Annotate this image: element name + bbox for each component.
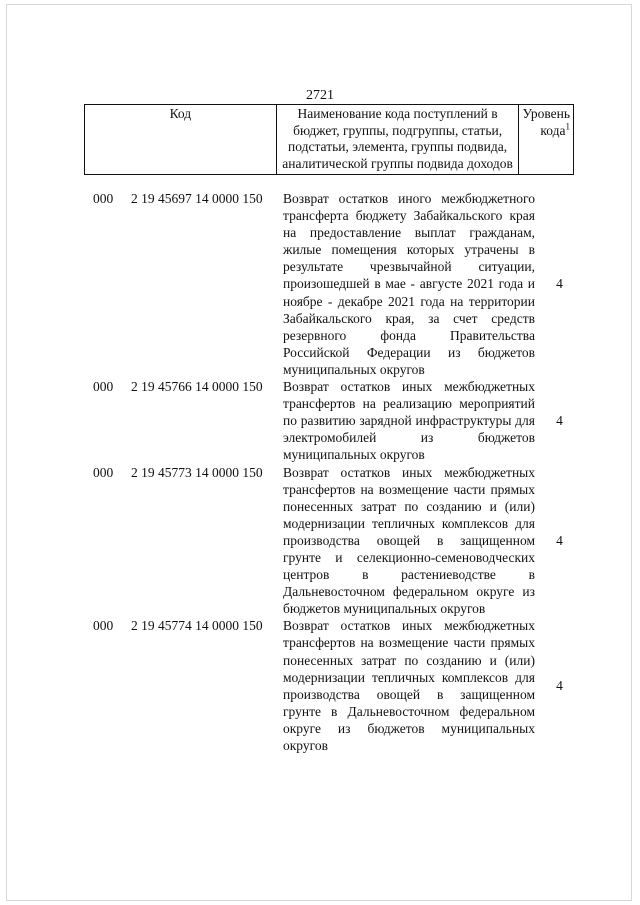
row-group: 000 [93,464,114,480]
header-code: Код [85,105,277,175]
row-code: 2 19 45766 14 0000 150 [131,379,263,395]
row-code: 2 19 45697 14 0000 150 [131,191,263,206]
header-level: Уровень кода [522,106,570,138]
row-level: 4 [556,413,563,429]
row-group: 000 [93,191,114,206]
header-level-cell [519,105,574,175]
page-number: 2721 [306,88,334,103]
row-code: 2 19 45774 14 0000 150 [131,618,263,634]
table-body [84,190,574,754]
row-name: Возврат остатков иных межбюджетных трансфертов на возмещение части прямых понесенных затрат по созданию и (или) модернизации тепличных комплексов для производства овощей в защищенном грунте в Дальневосточном федеральном округе из бюджетов муниципальных округов [283,618,535,753]
row-group: 000 [93,618,114,634]
row-name: Возврат остатков иного межбюджетного трансферта бюджету Забайкальского края на предоставление выплат гражданам, жилые помещения которых утрачены в результате чрезвычайной ситуации, произошедшей в мае - августе 2021 года и ноябре - декабре 2021 года на территории Забайкальского края, за счет средств резервного фонда Правительства Российской Федерации из бюджетов муниципальных округов [283,191,535,377]
table-header [84,104,574,175]
table-row [84,190,574,378]
header-name: Наименование кода поступлений в бюджет, группы, подгруппы, статьи, подстатьи, элемента, группы подвида, аналитической группы подвида доходов [276,105,519,175]
table-row [84,378,574,463]
header-row [85,105,574,175]
row-level: 4 [556,532,563,548]
row-level: 4 [556,678,563,694]
row-code: 2 19 45773 14 0000 150 [131,464,263,480]
row-name: Возврат остатков иных межбюджетных трансфертов на возмещение части прямых понесенных затрат по созданию и (или) модернизации тепличных комплексов для производства овощей в защищенном грунте и селекционно-семеноводческих центров в растениеводстве в Дальневосточном федеральном округе из бюджетов муниципальных округов [283,464,535,617]
row-group: 000 [93,379,114,395]
header-level-footnote: 1 [565,121,570,131]
table-row [84,464,574,618]
row-name: Возврат остатков иных межбюджетных трансфертов на реализацию мероприятий по развитию зарядной инфраструктуры для электромобилей из бюджетов муниципальных округов [283,379,535,463]
row-level: 4 [556,276,563,292]
table-row [84,617,574,754]
